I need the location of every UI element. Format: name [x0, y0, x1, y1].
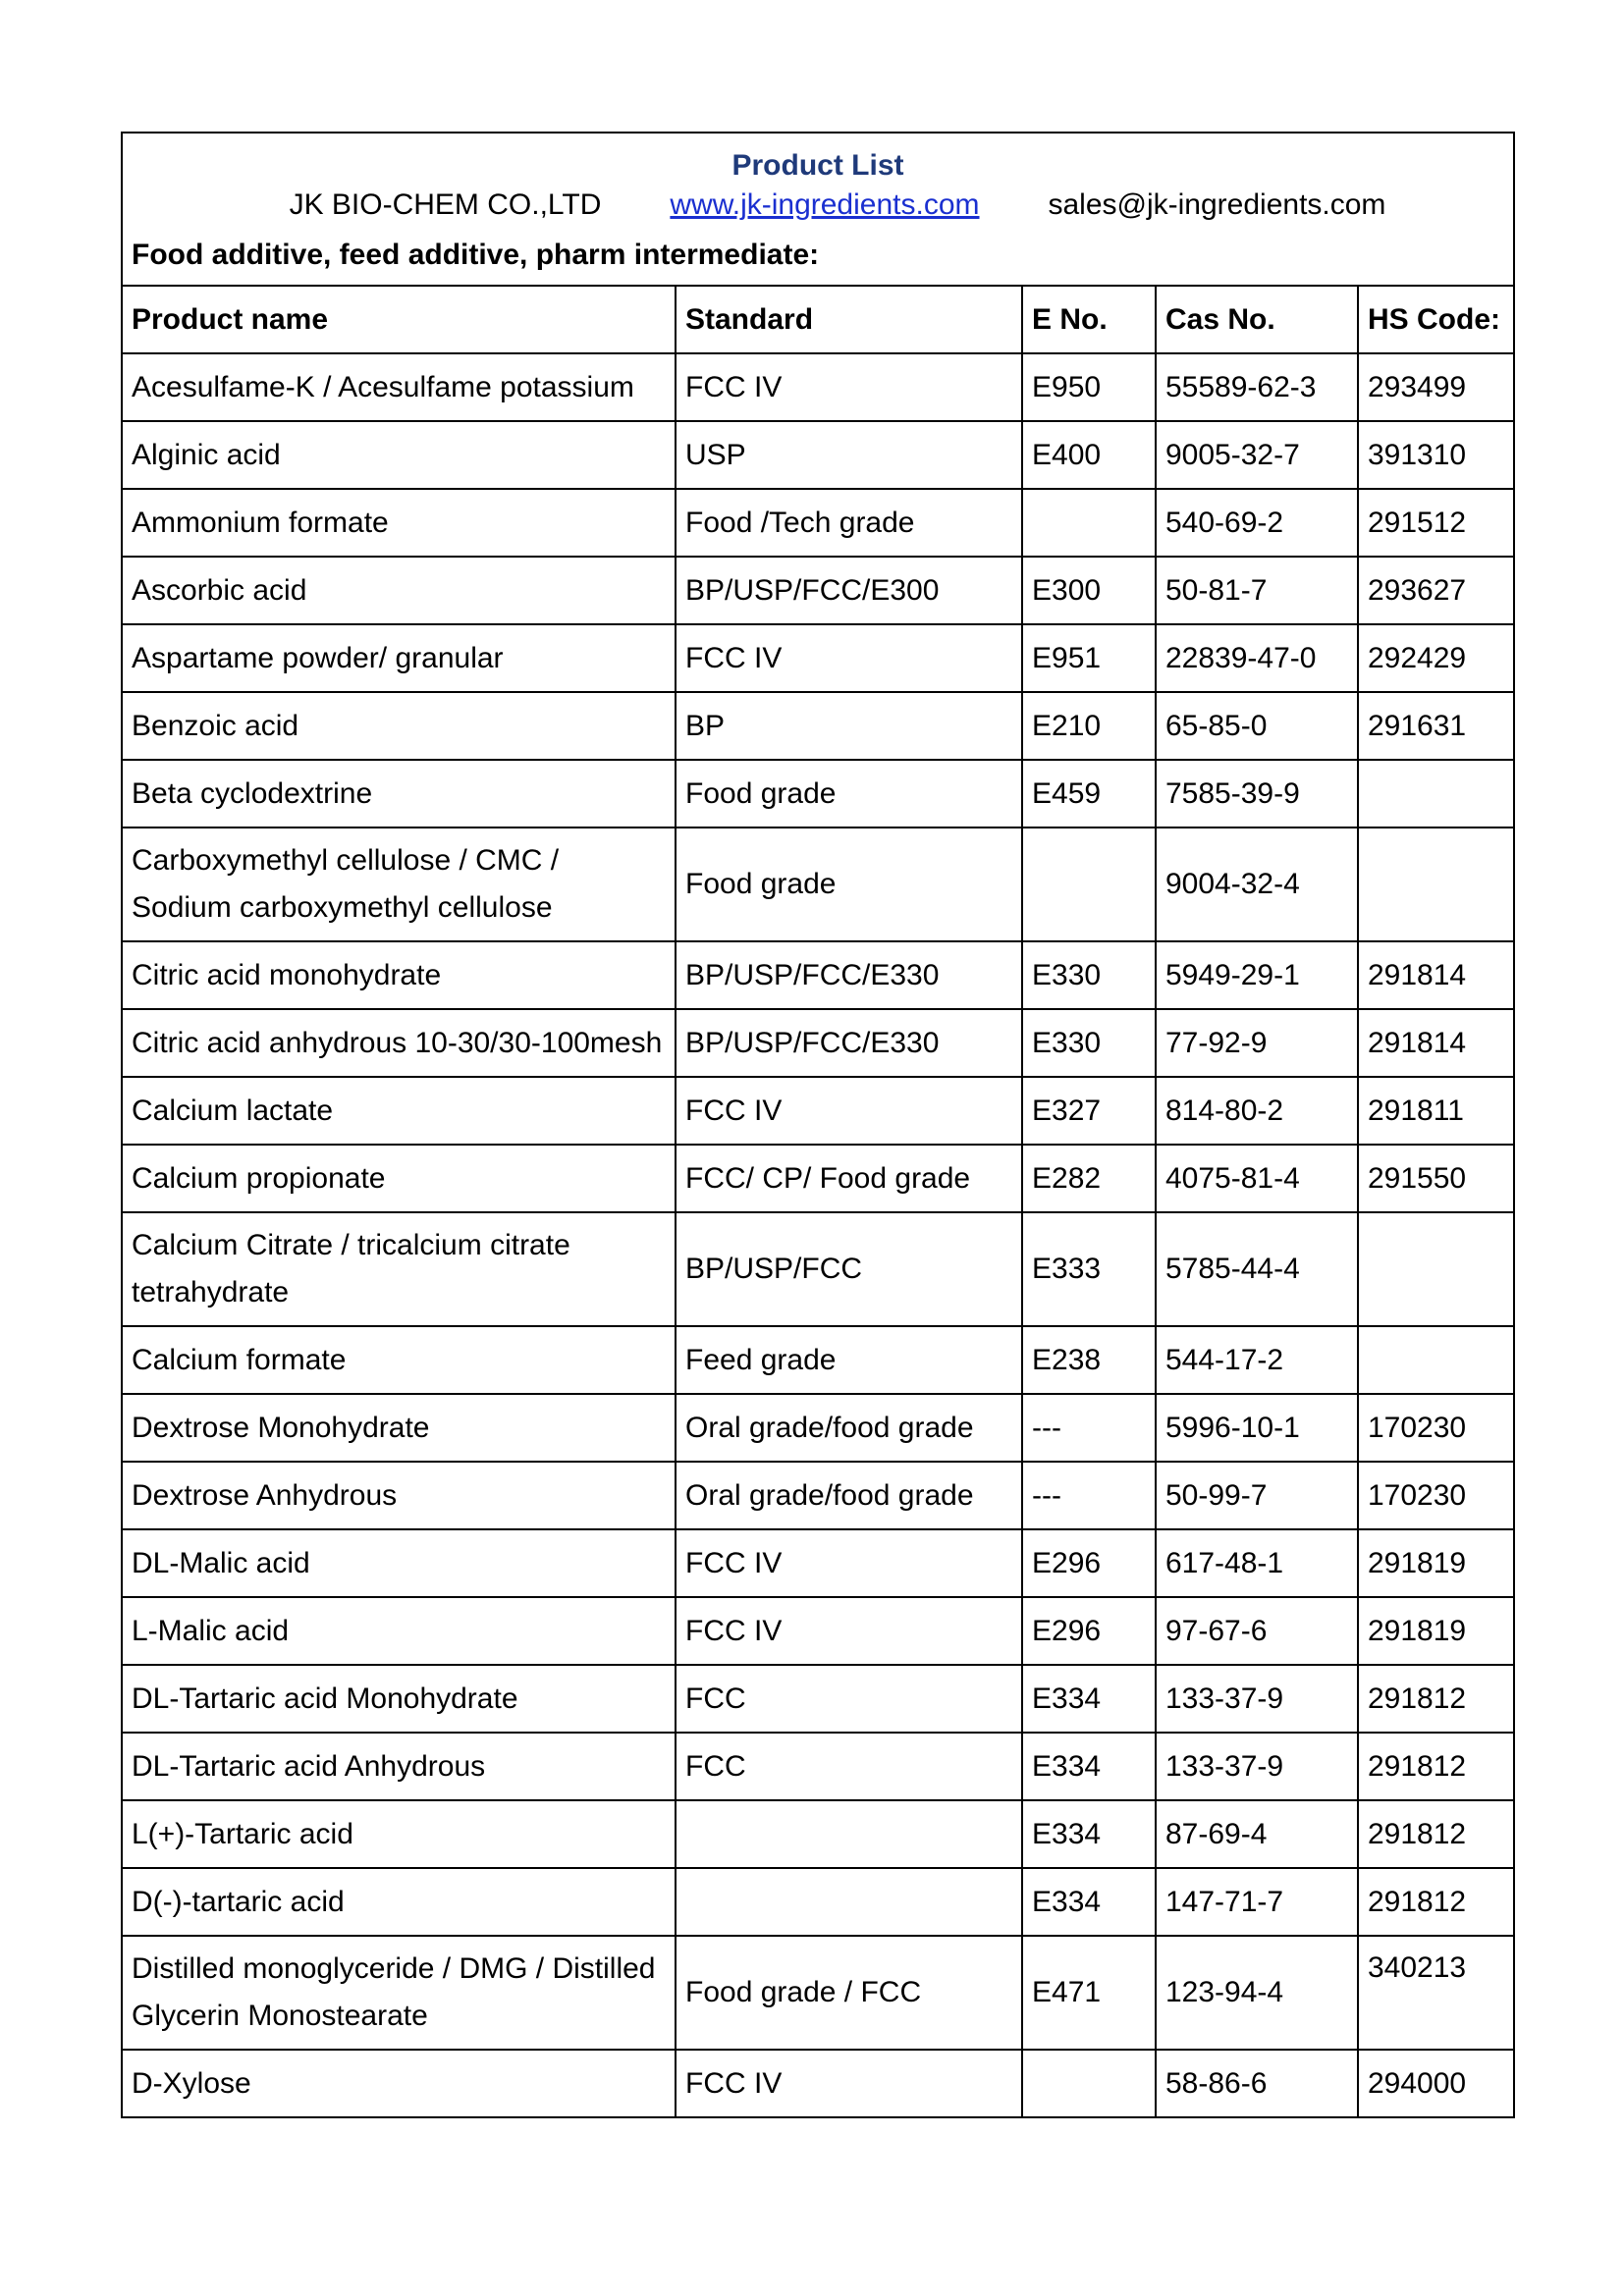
- page-title: Product List: [731, 149, 904, 182]
- hs-code-cell: 293499: [1358, 353, 1514, 421]
- table-row: [122, 1009, 1514, 1077]
- column-header-hs-code: HS Code:: [1358, 286, 1514, 353]
- product-name-cell: Calcium formate: [122, 1326, 676, 1394]
- hs-code-cell: 293627: [1358, 557, 1514, 624]
- hs-code-cell: 291814: [1358, 1009, 1514, 1077]
- hs-code-cell: 291819: [1358, 1529, 1514, 1597]
- product-name-cell: Distilled monoglyceride / DMG / Distilled Glycerin Monostearate: [122, 1936, 676, 2050]
- product-name-cell: Carboxymethyl cellulose / CMC / Sodium carboxymethyl cellulose: [122, 828, 676, 941]
- e-no-cell: E296: [1022, 1597, 1156, 1665]
- product-name-cell: DL-Tartaric acid Monohydrate: [122, 1665, 676, 1733]
- hs-code-cell: [1358, 1326, 1514, 1394]
- cas-no-cell: 133-37-9: [1156, 1733, 1358, 1800]
- cas-no-cell: 9004-32-4: [1156, 828, 1358, 941]
- column-header-product-name: Product name: [122, 286, 676, 353]
- cas-no-cell: 65-85-0: [1156, 692, 1358, 760]
- cas-no-cell: 55589-62-3: [1156, 353, 1358, 421]
- standard-cell: FCC/ CP/ Food grade: [676, 1145, 1022, 1212]
- product-name-cell: L(+)-Tartaric acid: [122, 1800, 676, 1868]
- standard-cell: FCC IV: [676, 1597, 1022, 1665]
- cas-no-cell: 22839-47-0: [1156, 624, 1358, 692]
- table-row: [122, 1665, 1514, 1733]
- table-row: [122, 1868, 1514, 1936]
- hs-code-cell: [1358, 1212, 1514, 1326]
- e-no-cell: [1022, 2050, 1156, 2117]
- cas-no-cell: 5785-44-4: [1156, 1212, 1358, 1326]
- table-row: [122, 941, 1514, 1009]
- e-no-cell: E459: [1022, 760, 1156, 828]
- e-no-cell: E296: [1022, 1529, 1156, 1597]
- standard-cell: Oral grade/food grade: [676, 1394, 1022, 1462]
- product-table: [121, 132, 1515, 2118]
- cas-no-cell: 814-80-2: [1156, 1077, 1358, 1145]
- column-header-row: [122, 286, 1514, 353]
- cas-no-cell: 77-92-9: [1156, 1009, 1358, 1077]
- hs-code-cell: 340213: [1358, 1936, 1514, 2050]
- e-no-cell: E334: [1022, 1733, 1156, 1800]
- standard-cell: BP/USP/FCC/E330: [676, 1009, 1022, 1077]
- table-row: [122, 1145, 1514, 1212]
- e-no-cell: E400: [1022, 421, 1156, 489]
- product-name-cell: Citric acid monohydrate: [122, 941, 676, 1009]
- hs-code-cell: 170230: [1358, 1394, 1514, 1462]
- e-no-cell: E327: [1022, 1077, 1156, 1145]
- cas-no-cell: 5949-29-1: [1156, 941, 1358, 1009]
- product-name-cell: Calcium propionate: [122, 1145, 676, 1212]
- e-no-cell: E333: [1022, 1212, 1156, 1326]
- e-no-cell: E334: [1022, 1665, 1156, 1733]
- cas-no-cell: 50-99-7: [1156, 1462, 1358, 1529]
- standard-cell: BP/USP/FCC: [676, 1212, 1022, 1326]
- hs-code-cell: 291812: [1358, 1733, 1514, 1800]
- standard-cell: FCC: [676, 1733, 1022, 1800]
- product-name-cell: Ammonium formate: [122, 489, 676, 557]
- company-name: JK BIO-CHEM CO.,LTD: [289, 188, 602, 221]
- table-row: [122, 489, 1514, 557]
- cas-no-cell: 9005-32-7: [1156, 421, 1358, 489]
- standard-cell: Food grade / FCC: [676, 1936, 1022, 2050]
- product-name-cell: Beta cyclodextrine: [122, 760, 676, 828]
- cas-no-cell: 5996-10-1: [1156, 1394, 1358, 1462]
- e-no-cell: [1022, 828, 1156, 941]
- table-row: [122, 1077, 1514, 1145]
- standard-cell: Food grade: [676, 828, 1022, 941]
- product-name-cell: DL-Malic acid: [122, 1529, 676, 1597]
- product-name-cell: Ascorbic acid: [122, 557, 676, 624]
- section-heading: Food additive, feed additive, pharm intermediate:: [122, 232, 1514, 286]
- e-no-cell: E330: [1022, 941, 1156, 1009]
- e-no-cell: E330: [1022, 1009, 1156, 1077]
- standard-cell: FCC IV: [676, 2050, 1022, 2117]
- hs-code-cell: 291512: [1358, 489, 1514, 557]
- product-name-cell: Alginic acid: [122, 421, 676, 489]
- product-name-cell: Acesulfame-K / Acesulfame potassium: [122, 353, 676, 421]
- contact-line: [123, 185, 1513, 226]
- table-row: [122, 760, 1514, 828]
- table-row: [122, 1394, 1514, 1462]
- hs-code-cell: 291631: [1358, 692, 1514, 760]
- standard-cell: BP/USP/FCC/E300: [676, 557, 1022, 624]
- email-address: sales@jk-ingredients.com: [1048, 188, 1386, 221]
- cas-no-cell: 97-67-6: [1156, 1597, 1358, 1665]
- e-no-cell: E238: [1022, 1326, 1156, 1394]
- table-row: [122, 624, 1514, 692]
- hs-code-cell: 291812: [1358, 1868, 1514, 1936]
- table-row: [122, 1597, 1514, 1665]
- table-row: [122, 353, 1514, 421]
- cas-no-cell: 544-17-2: [1156, 1326, 1358, 1394]
- e-no-cell: [1022, 489, 1156, 557]
- hs-code-cell: 291811: [1358, 1077, 1514, 1145]
- website-link[interactable]: www.jk-ingredients.com: [670, 188, 980, 221]
- column-header-e-no: E No.: [1022, 286, 1156, 353]
- table-row: [122, 421, 1514, 489]
- table-row: [122, 1326, 1514, 1394]
- table-row: [122, 828, 1514, 941]
- hs-code-cell: 291814: [1358, 941, 1514, 1009]
- cas-no-cell: 617-48-1: [1156, 1529, 1358, 1597]
- standard-cell: FCC IV: [676, 624, 1022, 692]
- hs-code-cell: 292429: [1358, 624, 1514, 692]
- table-row: [122, 1733, 1514, 1800]
- cas-no-cell: 147-71-7: [1156, 1868, 1358, 1936]
- table-row: [122, 2050, 1514, 2117]
- standard-cell: [676, 1868, 1022, 1936]
- product-name-cell: Citric acid anhydrous 10-30/30-100mesh: [122, 1009, 676, 1077]
- e-no-cell: ---: [1022, 1462, 1156, 1529]
- product-name-cell: Calcium Citrate / tricalcium citrate tetrahydrate: [122, 1212, 676, 1326]
- table-row: [122, 557, 1514, 624]
- e-no-cell: E950: [1022, 353, 1156, 421]
- standard-cell: FCC IV: [676, 1077, 1022, 1145]
- hs-code-cell: 291812: [1358, 1665, 1514, 1733]
- table-row: [122, 1529, 1514, 1597]
- cas-no-cell: 50-81-7: [1156, 557, 1358, 624]
- product-name-cell: DL-Tartaric acid Anhydrous: [122, 1733, 676, 1800]
- product-name-cell: Dextrose Anhydrous: [122, 1462, 676, 1529]
- product-name-cell: Aspartame powder/ granular: [122, 624, 676, 692]
- cas-no-cell: 123-94-4: [1156, 1936, 1358, 2050]
- hs-code-cell: [1358, 828, 1514, 941]
- standard-cell: Food grade: [676, 760, 1022, 828]
- product-name-cell: Dextrose Monohydrate: [122, 1394, 676, 1462]
- cas-no-cell: 87-69-4: [1156, 1800, 1358, 1868]
- product-name-cell: L-Malic acid: [122, 1597, 676, 1665]
- standard-cell: Oral grade/food grade: [676, 1462, 1022, 1529]
- standard-cell: FCC: [676, 1665, 1022, 1733]
- cas-no-cell: 58-86-6: [1156, 2050, 1358, 2117]
- standard-cell: Feed grade: [676, 1326, 1022, 1394]
- table-row: [122, 1800, 1514, 1868]
- cas-no-cell: 540-69-2: [1156, 489, 1358, 557]
- table-row: [122, 1462, 1514, 1529]
- hs-code-cell: 291819: [1358, 1597, 1514, 1665]
- cas-no-cell: 7585-39-9: [1156, 760, 1358, 828]
- e-no-cell: E210: [1022, 692, 1156, 760]
- cas-no-cell: 4075-81-4: [1156, 1145, 1358, 1212]
- standard-cell: FCC IV: [676, 1529, 1022, 1597]
- product-name-cell: Calcium lactate: [122, 1077, 676, 1145]
- standard-cell: [676, 1800, 1022, 1868]
- header-box: [122, 133, 1514, 232]
- hs-code-cell: 291812: [1358, 1800, 1514, 1868]
- cas-no-cell: 133-37-9: [1156, 1665, 1358, 1733]
- product-name-cell: Benzoic acid: [122, 692, 676, 760]
- e-no-cell: E334: [1022, 1868, 1156, 1936]
- hs-code-cell: [1358, 760, 1514, 828]
- e-no-cell: E334: [1022, 1800, 1156, 1868]
- hs-code-cell: 294000: [1358, 2050, 1514, 2117]
- e-no-cell: E282: [1022, 1145, 1156, 1212]
- product-name-cell: D-Xylose: [122, 2050, 676, 2117]
- e-no-cell: ---: [1022, 1394, 1156, 1462]
- hs-code-cell: 170230: [1358, 1462, 1514, 1529]
- table-row: [122, 692, 1514, 760]
- standard-cell: FCC IV: [676, 353, 1022, 421]
- hs-code-cell: 391310: [1358, 421, 1514, 489]
- column-header-standard: Standard: [676, 286, 1022, 353]
- e-no-cell: E300: [1022, 557, 1156, 624]
- standard-cell: BP: [676, 692, 1022, 760]
- standard-cell: USP: [676, 421, 1022, 489]
- product-name-cell: D(-)-tartaric acid: [122, 1868, 676, 1936]
- table-row: [122, 1212, 1514, 1326]
- hs-code-cell: 291550: [1358, 1145, 1514, 1212]
- e-no-cell: E951: [1022, 624, 1156, 692]
- column-header-cas-no: Cas No.: [1156, 286, 1358, 353]
- e-no-cell: E471: [1022, 1936, 1156, 2050]
- table-row: [122, 1936, 1514, 2050]
- standard-cell: Food /Tech grade: [676, 489, 1022, 557]
- standard-cell: BP/USP/FCC/E330: [676, 941, 1022, 1009]
